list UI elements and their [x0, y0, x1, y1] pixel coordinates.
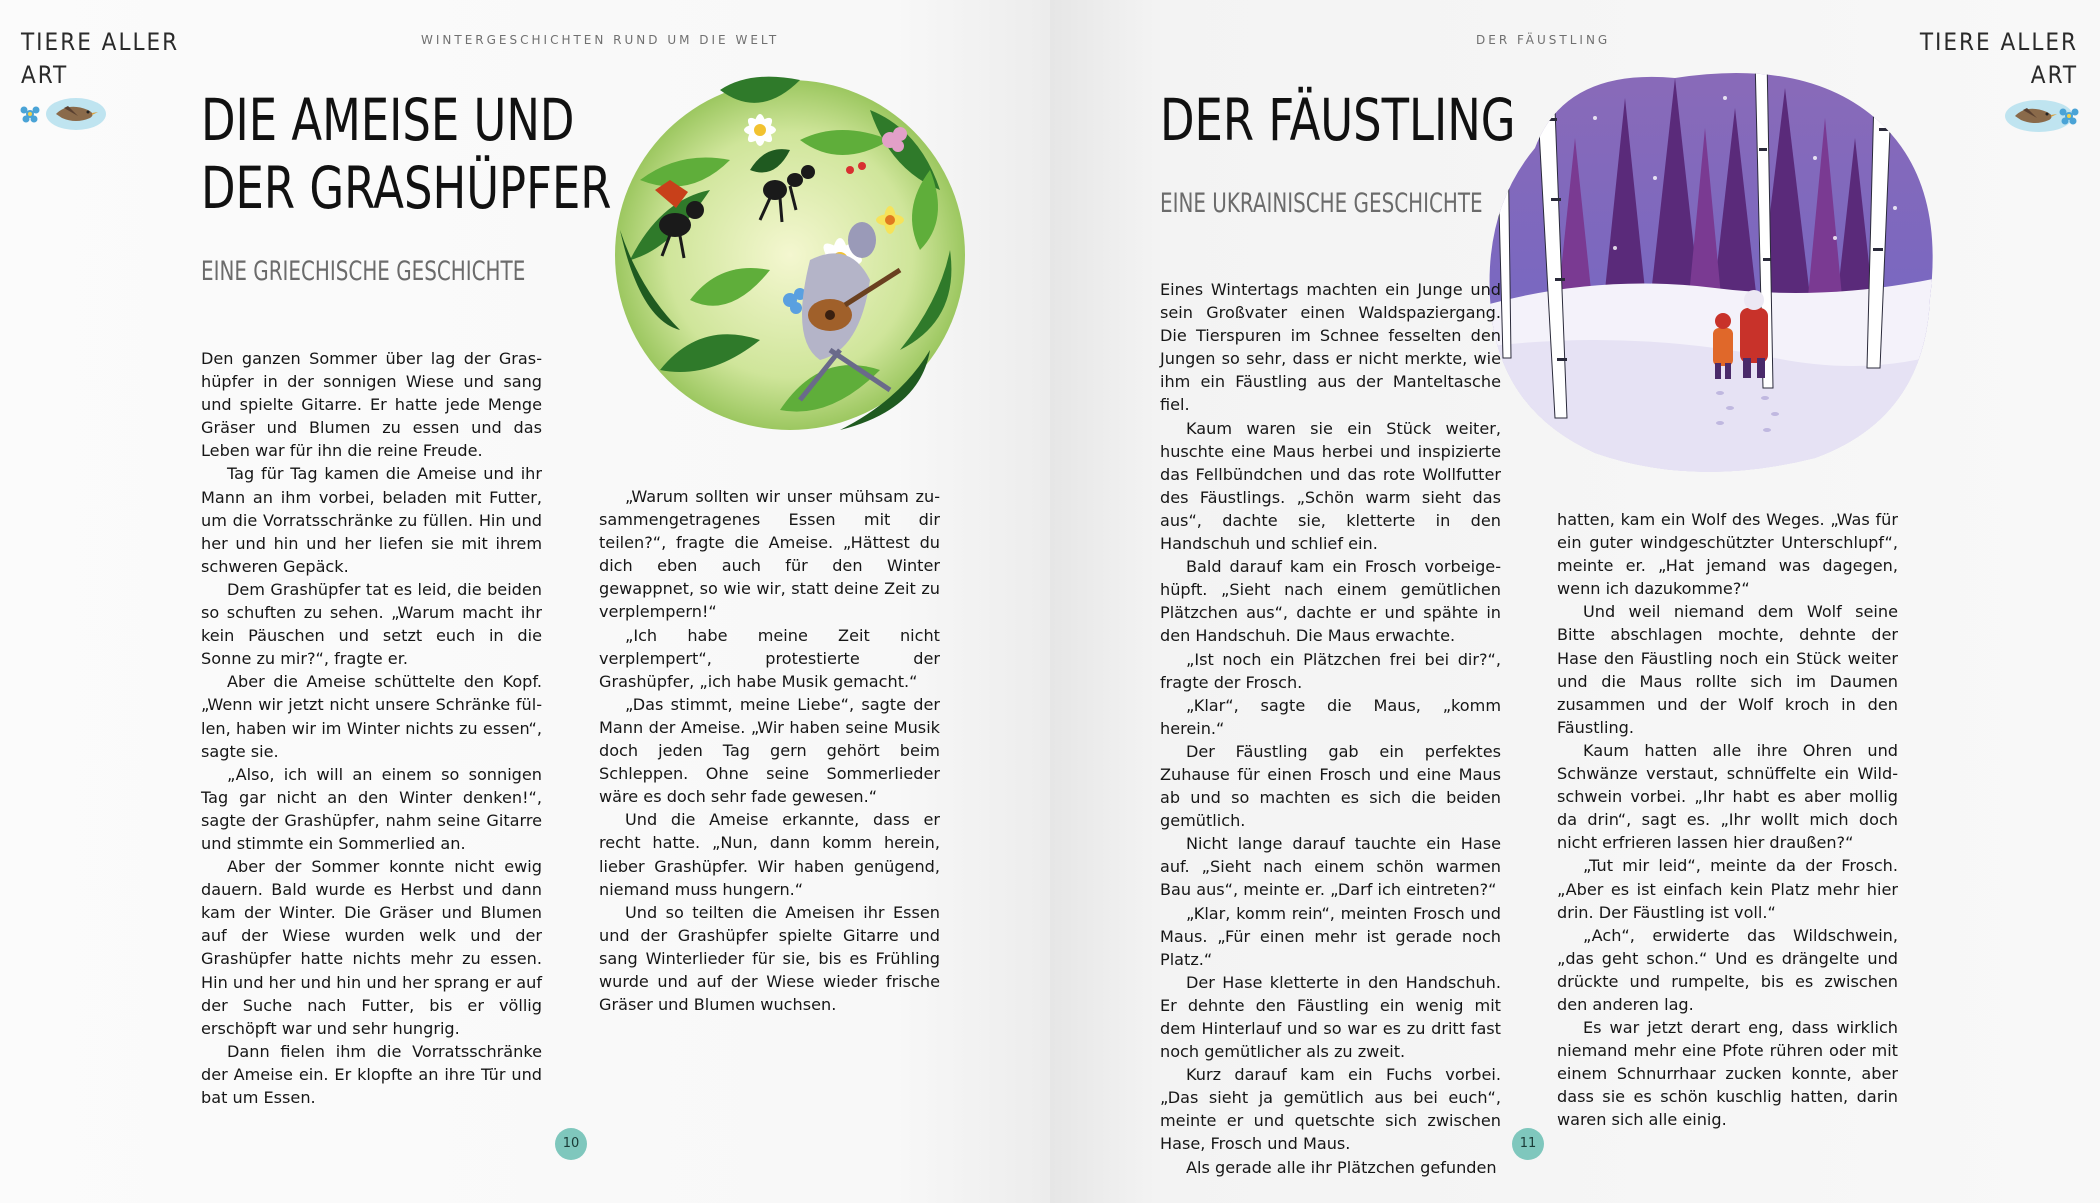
story-subtitle-left: EINE GRIECHISCHE GESCHICHTE — [201, 256, 526, 287]
story-column-left-2 — [599, 485, 940, 1016]
section-tab-left — [21, 26, 179, 92]
title-line-1: DIE AMEISE UND — [201, 86, 575, 154]
paragraph: „Ist noch ein Plätzchen frei bei dir?“, fragte der Frosch. — [1160, 649, 1501, 692]
story-column-left-1 — [201, 347, 542, 1109]
paragraph: Kaum waren sie ein Stück weiter, huschte eine Maus herbei und inspizierte das Fellbündchen und das rote Wollfutter des Fäustlings. „Schön warm sieht das aus“, dachte sie, kletterte in den Handschuh und schlief ein. — [1160, 418, 1501, 554]
paragraph: Und weil niemand dem Wolf seine Bitte abschlagen mochte, dehnte der Hase den Fäustling noch ein Stück weiter und die Maus rollte sich im Daumen zusammen und der Wolf kroch in den Fäustling. — [1557, 602, 1898, 737]
paragraph: „Klar“, sagte die Maus, „komm herein.“ — [1160, 695, 1501, 738]
bird-icon — [18, 92, 106, 132]
paragraph: Dann fielen ihm die Vorratsschränke der Ameise ein. Er klopfte an ihre Tür und bat um Essen. — [201, 1041, 542, 1107]
paragraph: Der Fäustling gab ein perfektes Zuhause für einen Frosch und eine Maus ab und so machten es sich die beiden gemütlich. — [1160, 741, 1501, 831]
story-title-left — [201, 86, 611, 222]
paragraph: „Klar, komm rein“, meinten Frosch und Maus. „Für einen mehr ist gerade noch Platz.“ — [1160, 903, 1501, 969]
paragraph: Und die Ameise erkannte, dass er recht hatte. „Nun, dann komm herein, lieber Grashüpfer. Wir haben genügend, niemand muss hungern.“ — [599, 810, 940, 899]
paragraph: Und so teilten die Ameisen ihr Essen und der Grashüpfer spielte Gitarre und sang Winterlieder für sie, bis es Frühling wurde und auf der Wiese wieder frische Gräser und Blumen wuchsen. — [599, 902, 940, 1015]
paragraph: Kaum hatten alle ihre Ohren und Schwänze verstaut, schnüffelte ein Wildschwein vorbei. „Ihr habt es aber mollig da drin“, sagt es. „Ihr wollt mich doch nicht erfrieren lassen hier draußen?“ — [1557, 740, 1898, 853]
title-line-2: DER GRASHÜPFER — [201, 154, 612, 222]
paragraph: Es war jetzt derart eng, dass wirklich niemand mehr eine Pfote rühren oder mit einem Schnurrhaar zucken konnte, aber dass sie es schön kuschlig hatten, darin waren sich alle einig. — [1557, 1018, 1898, 1130]
page-number-right: 11 — [1512, 1128, 1544, 1160]
section-tab-line2: ART — [21, 61, 69, 89]
paragraph: Eines Wintertags machten ein Junge und sein Großvater einen Waldspaziergang. Die Tierspuren im Schnee fesselten den Jungen so sehr, dass er nicht merkte, wie ihm ein Fäustling aus der Manteltasche fiel. — [1160, 280, 1501, 415]
paragraph: „Das stimmt, meine Liebe“, sagte der Mann der Ameise. „Wir haben seine Musik doch jeden Tag gern gehört beim Schleppen. Ohne seine Sommerlieder wäre es doch sehr fade gewesen.“ — [599, 694, 940, 807]
running-head-right: DER FÄUSTLING — [1476, 33, 1611, 47]
page-number-left: 10 — [555, 1128, 587, 1160]
paragraph: „Tut mir leid“, meinte da der Frosch. „Aber es ist einfach kein Platz mehr hier drin. Der Fäustling ist voll.“ — [1557, 856, 1898, 922]
story-title-right: DER FÄUSTLING — [1160, 86, 1516, 154]
paragraph: „Ich habe meine Zeit nicht verplempert“, protestierte der Grashüpfer, „ich habe Musik gemacht.“ — [599, 625, 940, 691]
paragraph: Aber die Ameise schüttelte den Kopf. „Wenn wir jetzt nicht unsere Schränke füllen, haben wir im Winter nichts zu essen“, sagte sie. — [201, 672, 542, 761]
ant-grasshopper-meadow-illustration — [600, 50, 980, 450]
paragraph: Nicht lange darauf tauchte ein Hase auf. „Sieht nach einem schön warmen Bau aus“, meinte er. „Darf ich eintreten?“ — [1160, 834, 1501, 900]
paragraph: Der Hase kletterte in den Handschuh. Er dehnte den Fäustling ein wenig mit dem Hinterlauf und so war es zu dritt fast noch gemütlicher als zu zweit. — [1160, 972, 1501, 1062]
paragraph: Dem Grashüpfer tat es leid, die beiden so schuften zu sehen. „Warum macht ihr kein Päuschen und setzt euch in die Sonne zu mir?“, fragte er. — [201, 579, 542, 669]
winter-forest-walk-illustration — [1475, 58, 1960, 478]
paragraph: Kurz darauf kam ein Fuchs vorbei. „Das sieht ja gemütlich aus bei euch“, meinte er und quetschte sich zwischen Hase, Frosch und Maus. — [1160, 1065, 1501, 1154]
section-tab-line1: TIERE ALLER — [21, 28, 180, 56]
paragraph: „Ach“, erwiderte das Wildschwein, „das geht schon.“ Und es drängelte und drückte und rumpelte, bis es zwischen den anderen lag. — [1557, 925, 1898, 1014]
paragraph: Bald darauf kam ein Frosch vorbeigehüpft. „Sieht nach einem gemütlichen Plätzchen aus“, dachte er und spähte in den Handschuh. Die Maus erwachte. — [1160, 557, 1501, 646]
story-column-right-1 — [1160, 278, 1501, 1179]
paragraph: „Warum sollten wir unser mühsam zusammengetragenes Essen mit dir teilen?“, fragte die Ameise. „Hättest du dich eben auch für den Winter gewappnet, so wie wir, statt deine Zeit zu verplempern!“ — [599, 487, 940, 622]
story-subtitle-right: EINE UKRAINISCHE GESCHICHTE — [1160, 188, 1483, 219]
paragraph: „Also, ich will an einem so sonnigen Tag gar nicht an den Winter denken!“, sagte der Grashüpfer, nahm seine Gitarre und stimmte ein Sommerlied an. — [201, 764, 542, 853]
paragraph: Aber der Sommer konnte nicht ewig dauern. Bald wurde es Herbst und dann kam der Winter. Die Gräser und Blumen auf der Wiese wurden welk und der Grashüpfer hatte nichts mehr zu essen. Hin und her und hin und her sprang er auf der Suche nach Futter, bis er völlig erschöpft war und sehr hungrig. — [201, 857, 542, 1038]
section-tab-line2: ART — [2030, 61, 2078, 89]
story-column-right-2 — [1557, 508, 1898, 1132]
paragraph: Den ganzen Sommer über lag der Grashüpfer in der sonnigen Wiese und sang und spielte Gitarre. Er hatte jede Menge Gräser und Blumen zu essen und das Leben war für ihn die reine Freude. — [201, 349, 542, 461]
running-head-left: WINTERGESCHICHTEN RUND UM DIE WELT — [421, 33, 780, 47]
paragraph: Tag für Tag kamen die Ameise und ihr Mann an ihm vorbei, beladen mit Futter, um die Vorratsschränke zu füllen. Hin und her und hin und her liefen sie mit ihrem schweren Gepäck. — [201, 464, 542, 576]
section-tab-line1: TIERE ALLER — [1919, 28, 2078, 56]
right-page — [1050, 0, 2100, 1203]
paragraph: hatten, kam ein Wolf des Weges. „Was für ein guter windgeschützter Unterschlupf“, meinte er. „Hat jemand was dagegen, wenn ich dazukomme?“ — [1557, 510, 1898, 599]
paragraph: Als gerade alle ihr Plätzchen gefunden — [1186, 1157, 1497, 1177]
bird-icon — [1995, 94, 2083, 134]
